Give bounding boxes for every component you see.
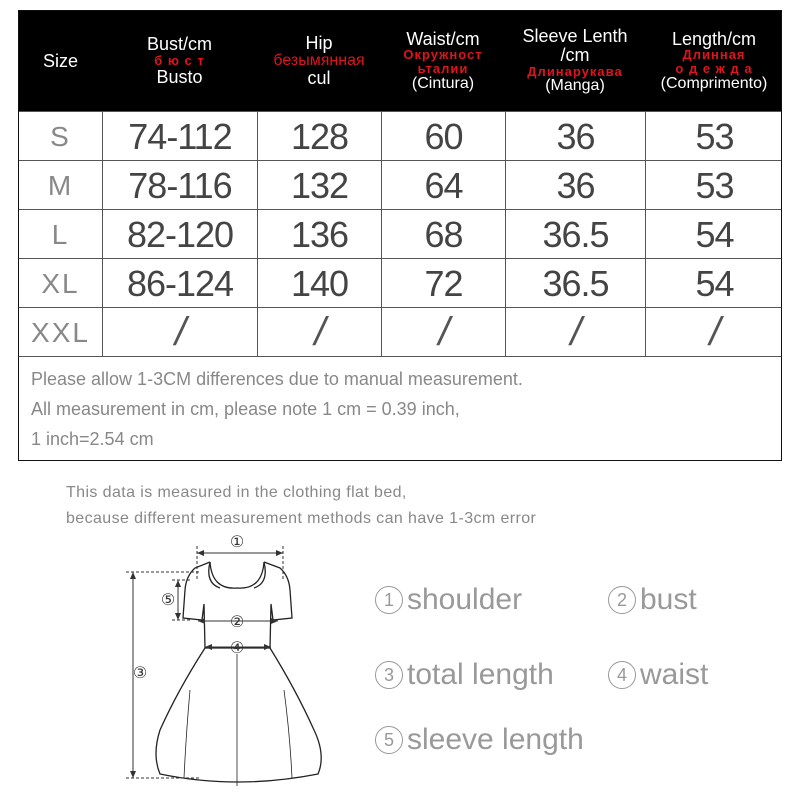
- marker-bust: ②: [229, 612, 245, 631]
- table-cell: /: [102, 308, 257, 357]
- legend-label: total length: [407, 658, 554, 691]
- marker-sleeve: ⑤: [160, 590, 176, 609]
- table-cell: 36.5: [505, 210, 645, 259]
- table-cell: 64: [381, 161, 505, 210]
- table-cell: 128: [257, 112, 381, 161]
- size-label: S: [50, 120, 71, 152]
- header-length: [645, 11, 783, 111]
- header-line: Bust/cm: [146, 34, 212, 55]
- table-cell: /: [505, 308, 645, 357]
- legend-waist: [608, 658, 708, 692]
- note-line-2: All measurement in cm, please note 1 cm = 0.39 inch,: [31, 399, 460, 419]
- table-cell: 36: [505, 161, 645, 210]
- size-label: XL: [41, 267, 80, 299]
- size-label: XXL: [31, 316, 90, 348]
- table-cell: 54: [645, 259, 783, 308]
- header-line: б ю с т: [154, 53, 205, 69]
- header-line: ьталии: [417, 61, 469, 77]
- table-cell: 60: [381, 112, 505, 161]
- table-cell: /: [257, 308, 381, 357]
- header-sleeve: [505, 11, 645, 111]
- table-row: [19, 209, 781, 259]
- header-line: (Comprimento): [660, 74, 768, 92]
- table-cell: 136: [257, 210, 381, 259]
- header-line: cul: [307, 68, 331, 89]
- header-line: Size: [42, 50, 78, 71]
- size-label: L: [51, 218, 70, 250]
- header-line: Length/cm: [671, 28, 757, 49]
- table-row: [19, 160, 781, 210]
- size-chart-table: [18, 10, 782, 461]
- legend-shoulder: [375, 583, 522, 617]
- header-bust: [102, 11, 257, 111]
- dress-skirt: [156, 648, 321, 782]
- dress-collar: [210, 562, 264, 588]
- legend-number: 3: [375, 661, 403, 689]
- note-line-1: Please allow 1-3CM differences due to manual measurement.: [31, 369, 523, 389]
- legend-label: shoulder: [407, 583, 523, 616]
- table-cell: 78-116: [102, 161, 257, 210]
- table-cell: /: [645, 308, 783, 357]
- table-cell: /: [381, 308, 505, 357]
- header-line: (Cintura): [411, 74, 475, 92]
- legend-number: 2: [608, 586, 636, 614]
- legend-number: 1: [375, 586, 403, 614]
- legend-label: waist: [640, 658, 709, 691]
- legend-label: bust: [640, 583, 697, 616]
- legend-bust: [608, 583, 697, 617]
- header-hip: [257, 11, 381, 111]
- table-cell: 36.5: [505, 259, 645, 308]
- table-cell: 54: [645, 210, 783, 259]
- legend-label: sleeve length: [407, 723, 584, 756]
- table-cell: 72: [381, 259, 505, 308]
- marker-shoulder: ①: [229, 532, 245, 551]
- header-line: Длинная: [682, 47, 746, 63]
- table-row: [19, 307, 781, 357]
- table-cell: 82-120: [102, 210, 257, 259]
- dress-bodice: [183, 562, 292, 648]
- measurement-notes: [19, 356, 781, 461]
- caption-line-2: because different measurement methods can have 1-3cm error: [66, 510, 537, 527]
- legend-number: 5: [375, 726, 403, 754]
- table-row: [19, 258, 781, 308]
- header-line: (Manga): [545, 77, 605, 95]
- marker-length: ③: [132, 663, 148, 682]
- table-row: [19, 111, 781, 161]
- header-size: [19, 11, 102, 111]
- header-line: Hip: [305, 32, 333, 53]
- caption-line-1: This data is measured in the clothing flat bed,: [66, 484, 407, 501]
- table-cell: 53: [645, 112, 783, 161]
- legend-sleeve-length: [375, 723, 584, 757]
- table-cell: 74-112: [102, 112, 257, 161]
- table-header: [19, 11, 781, 111]
- legend-total-length: [375, 658, 554, 692]
- header-line: /cm: [560, 44, 590, 65]
- header-line: о д е ж д а: [675, 61, 753, 77]
- table-cell: 140: [257, 259, 381, 308]
- header-line: Waist/cm: [406, 28, 480, 49]
- header-waist: [381, 11, 505, 111]
- size-label: M: [47, 169, 74, 201]
- marker-waist: ④: [229, 638, 245, 657]
- table-cell: 86-124: [102, 259, 257, 308]
- header-line: Busto: [156, 66, 203, 87]
- table-cell: 132: [257, 161, 381, 210]
- table-cell: 68: [381, 210, 505, 259]
- legend-number: 4: [608, 661, 636, 689]
- table-cell: 53: [645, 161, 783, 210]
- table-cell: 36: [505, 112, 645, 161]
- header-line: Длинарукава: [527, 63, 623, 79]
- header-line: Sleeve Lenth: [522, 25, 628, 46]
- header-line: Окружност: [403, 47, 483, 63]
- note-line-3: 1 inch=2.54 cm: [31, 429, 154, 449]
- header-line: безымянная: [273, 51, 365, 69]
